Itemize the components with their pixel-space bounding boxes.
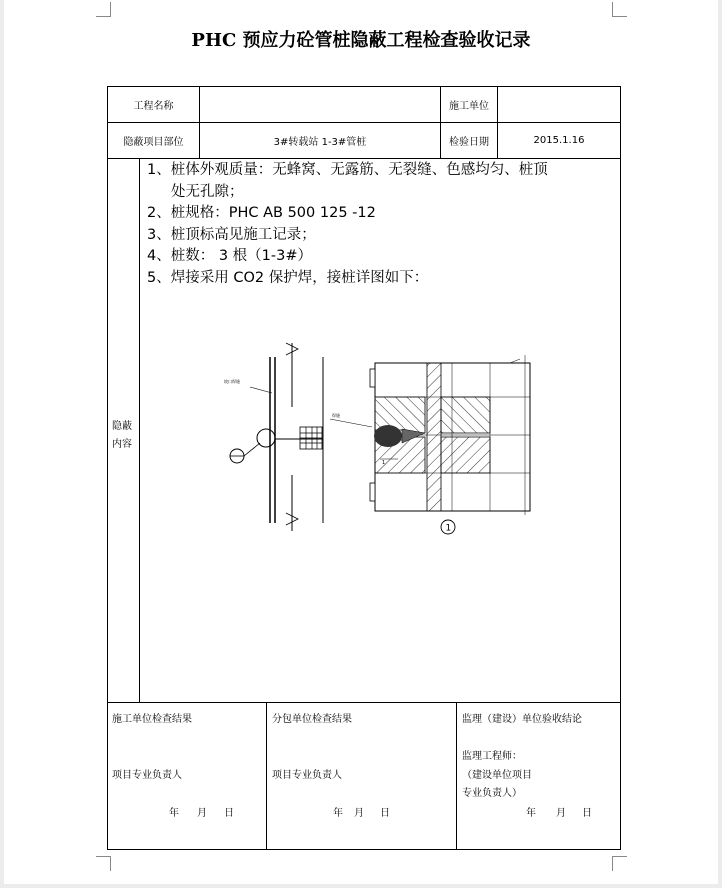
col2-date-month: 月 <box>354 808 364 819</box>
drawing-label-right: 焊缝 <box>332 413 340 418</box>
item-line-3: 3、桩顶标高见施工记录； <box>147 226 316 243</box>
crop-mark-bottom-right <box>612 856 627 871</box>
item-line-1-cont: 处无孔隙； <box>171 183 244 200</box>
drawing-label-left: 坡口焊缝 <box>224 379 240 384</box>
col3-date-year: 年 <box>526 808 536 819</box>
col3-title: 监理（建设）单位验收结论 <box>462 714 582 725</box>
item-line-4: 4、桩数： 3 根（1-3#） <box>147 248 313 264</box>
project-name-value <box>200 87 440 122</box>
crop-mark-bottom-left <box>96 856 111 871</box>
col2-date-year: 年 <box>333 808 343 819</box>
page-title: PHC 预应力砼管桩隐蔽工程检查验收记录 <box>191 30 531 51</box>
col3-person-2: （建设单位项目 <box>462 770 532 781</box>
col3-person-3: 专业负责人） <box>462 788 522 799</box>
inspection-items <box>147 160 619 289</box>
item-line-2: 2、桩规格：PHC AB 500 125 -12 <box>147 205 376 221</box>
pile-joint-drawing <box>220 335 540 540</box>
col1-date-month: 月 <box>197 808 207 819</box>
hidden-part-label: 隐蔽项目部位 <box>123 137 184 148</box>
col2-title: 分包单位检查结果 <box>272 714 352 725</box>
crop-mark-top-right <box>612 2 627 17</box>
drawing-mark-2: 1 <box>382 460 386 466</box>
col1-date-day: 日 <box>224 808 234 819</box>
crop-mark-top-left <box>96 2 111 17</box>
item-line-1: 1、桩体外观质量：无蜂窝、无露筋、无裂缝、色感均匀、桩顶 <box>147 162 548 178</box>
col-divider <box>139 158 140 702</box>
section-detail-view <box>330 355 530 534</box>
drawing-mark-1: 1 <box>445 523 452 534</box>
constructor-label: 施工单位 <box>449 101 489 112</box>
col3-date-month: 月 <box>556 808 566 819</box>
elevation-view <box>224 343 323 531</box>
col-divider <box>266 702 267 850</box>
hidden-part-value: 3#转载站 1-3#管桩 <box>273 137 367 148</box>
col1-date-year: 年 <box>169 808 179 819</box>
col-divider <box>456 702 457 850</box>
col3-person-1: 监理工程师： <box>462 751 522 762</box>
row-divider <box>107 702 621 703</box>
col3-date-day: 日 <box>582 808 592 819</box>
inspect-date-value: 2015.1.16 <box>533 135 585 146</box>
constructor-value <box>498 87 620 122</box>
side-label-line-2: 内容 <box>112 439 132 450</box>
project-name-label: 工程名称 <box>133 101 174 112</box>
item-line-5: 5、焊接采用 CO2 保护焊，接桩详图如下： <box>147 269 429 286</box>
side-label-line-1: 隐蔽 <box>112 421 132 432</box>
col1-title: 施工单位检查结果 <box>112 714 192 725</box>
col2-date-day: 日 <box>380 808 390 819</box>
row-divider <box>107 158 621 159</box>
inspect-date-label: 检验日期 <box>449 137 489 148</box>
col2-person: 项目专业负责人 <box>272 770 342 781</box>
col1-person: 项目专业负责人 <box>112 770 182 781</box>
